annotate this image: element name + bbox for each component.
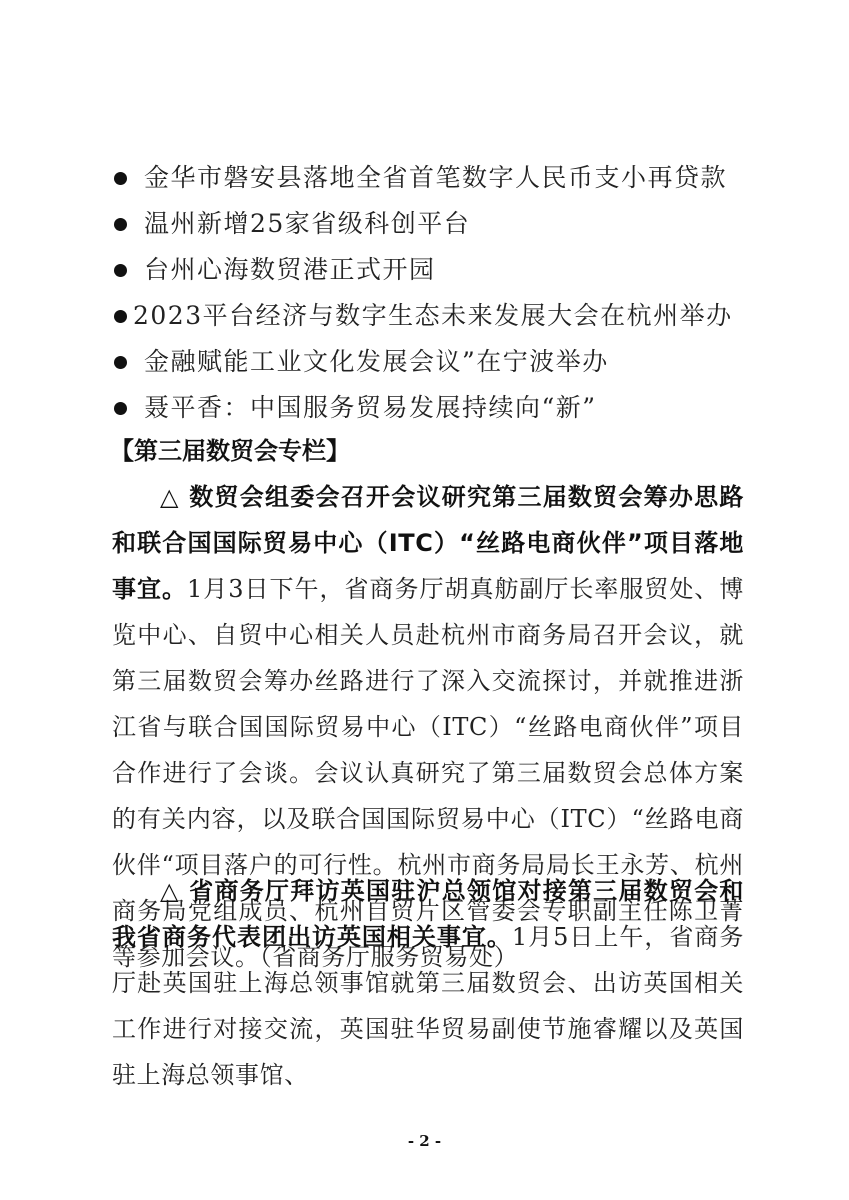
bullet-text: 温州新增25家省级科创平台 — [144, 209, 471, 238]
section-heading: 【第三届数贸会专栏】 — [110, 437, 350, 465]
bullet-text: 聂平香：中国服务贸易发展持续向“新” — [144, 393, 597, 422]
bullet-text: 金华市磐安县落地全省首笔数字人民币支小再贷款 — [144, 163, 728, 192]
bullet-dot-icon — [114, 172, 127, 185]
bullet-item — [112, 247, 752, 293]
article-lead: △ 省商务厅拜访英国驻沪总领馆对接第三届数贸会和我省商务代表团出访英国相关事宜。 — [112, 877, 744, 951]
bullet-dot-icon — [114, 218, 127, 231]
bullet-item — [112, 155, 752, 201]
article-body: 1月5日上午，省商务厅赴英国驻上海总领事馆就第三届数贸会、出访英国相关工作进行对接交流，英国驻华贸易副使节施睿耀以及英国驻上海总领事馆、 — [112, 923, 744, 1089]
bullet-dot-icon — [114, 402, 127, 415]
article-paragraph — [112, 868, 744, 1098]
bullet-item — [112, 201, 752, 247]
bullet-item — [112, 339, 752, 385]
bullet-item — [112, 385, 752, 431]
bullet-dot-icon — [114, 264, 127, 277]
article-body: 1月3日下午，省商务厅胡真舫副厅长率服贸处、博览中心、自贸中心相关人员赴杭州市商务局召开会议，就第三届数贸会筹办丝路进行了深入交流探讨，并就推进浙江省与联合国国际贸易中心（ITC）“丝路电商伙伴”项目合作进行了会谈。会议认真研究了第三届数贸会总体方案的有关内容，以及联合国国际贸易中心（ITC）“丝路电商伙伴“项目落户的可行性。杭州市商务局局长王永芳、杭州商务局党组成员、杭州自贸片区管委会专职副主任陈卫菁等参加会议。（省商务厅服务贸易处） — [112, 575, 744, 971]
bullet-text: 金融赋能工业文化发展会议”在宁波举办 — [144, 347, 609, 376]
news-bullet-list — [112, 155, 752, 431]
bullet-item — [112, 293, 752, 339]
article-lead: △ 数贸会组委会召开会议研究第三届数贸会筹办思路和联合国国际贸易中心（ITC）“丝路电商伙伴”项目落地事宜。 — [112, 483, 744, 603]
bullet-text: 台州心海数贸港正式开园 — [144, 255, 436, 284]
bullet-text: 2023平台经济与数字生态未来发展大会在杭州举办 — [133, 301, 733, 330]
bullet-dot-icon — [114, 310, 127, 323]
bullet-dot-icon — [114, 356, 127, 369]
page-number: - 2 - — [407, 1132, 442, 1150]
